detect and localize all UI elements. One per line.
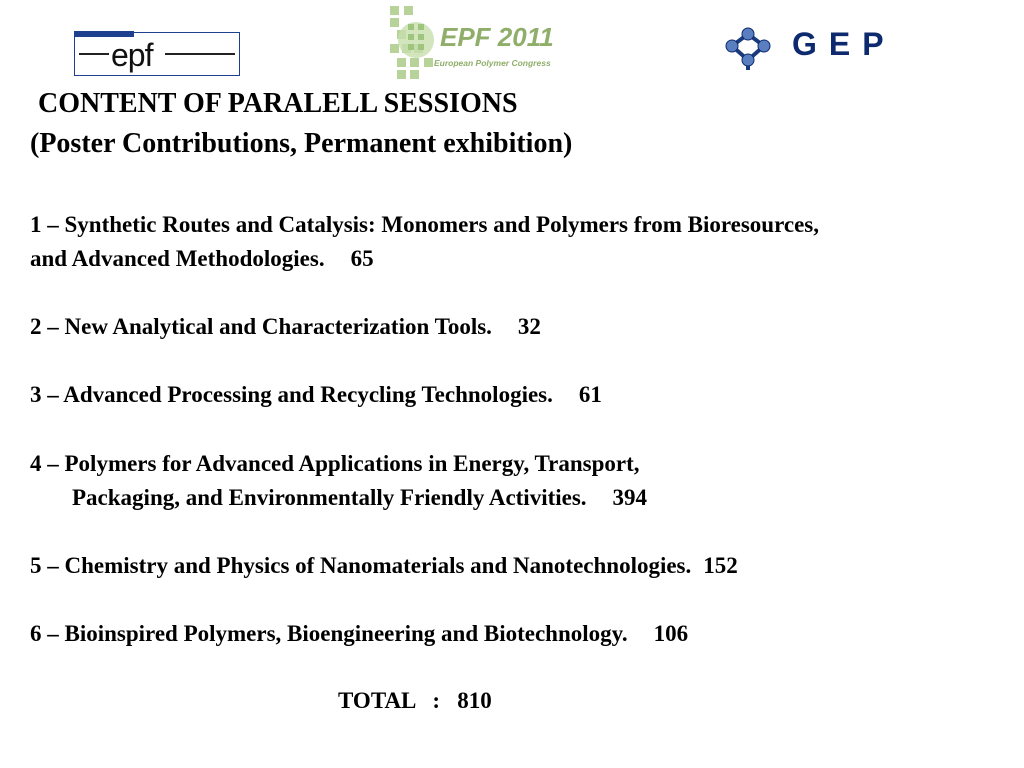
gep-logo-text: GEP	[792, 26, 896, 62]
session-item-4-line1: 4 – Polymers for Advanced Applications in Energy, Transport,	[30, 451, 640, 476]
epf-logo-line-left	[79, 53, 109, 55]
total-label: TOTAL :	[338, 688, 441, 713]
session-item-3: 3 – Advanced Processing and Recycling Technologies. 61	[30, 382, 602, 407]
total-row	[338, 688, 492, 714]
epf-logo-text: epf	[111, 37, 153, 73]
session-item-6: 6 – Bioinspired Polymers, Bioengineering and Biotechnology. 106	[30, 621, 689, 646]
gep-molecule-icon	[722, 24, 774, 72]
total-value: 810	[457, 688, 492, 713]
session-count: 65	[350, 246, 374, 271]
gep-logo	[722, 24, 896, 72]
session-item-2: 2 – New Analytical and Characterization Tools. 32	[30, 314, 541, 339]
session-item-1-line1: 1 – Synthetic Routes and Catalysis: Monomers and Polymers from Bioresources,	[30, 212, 819, 237]
epf-2011-title: EPF 2011	[440, 22, 554, 52]
page-title-line1: CONTENT OF PARALELL SESSIONS	[38, 88, 518, 119]
session-count: 32	[517, 314, 541, 339]
session-count: 61	[578, 382, 602, 407]
session-count: 394	[612, 485, 648, 510]
session-item-1-line2: and Advanced Methodologies. 65	[30, 246, 374, 271]
epf-logo-line-right	[165, 53, 235, 55]
page-title-line2: (Poster Contributions, Permanent exhibition)	[30, 128, 573, 159]
epf-2011-subtitle: European Polymer Congress	[434, 58, 551, 68]
session-item-4-line2: Packaging, and Environmentally Friendly Activities. 394	[72, 485, 648, 510]
epf-2011-logo	[388, 4, 580, 82]
epf-logo	[74, 32, 240, 76]
session-count: 106	[653, 621, 689, 646]
session-count: 152	[703, 553, 738, 578]
session-item-5: 5 – Chemistry and Physics of Nanomaterials and Nanotechnologies. 152	[30, 553, 738, 578]
